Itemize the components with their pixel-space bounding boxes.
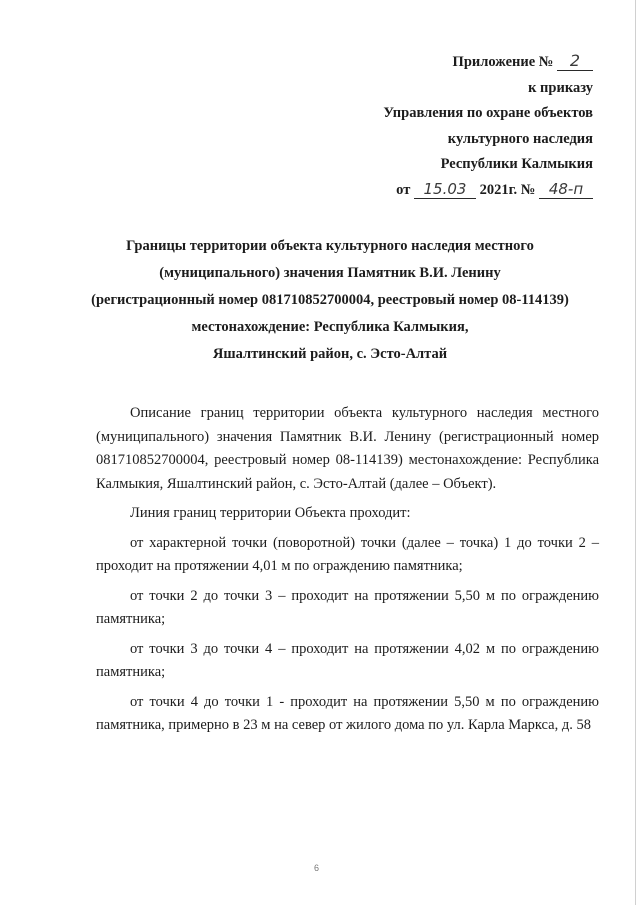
document-title [60,233,600,368]
date-handwritten: 15.03 [414,180,476,199]
header-date-line [293,178,593,204]
scan-edge-line [635,0,636,905]
title-line: (муниципального) значения Памятник В.И. Ленину [159,265,501,281]
header-department: Управления по охране объектов [383,105,593,121]
page-number: 6 [314,863,320,873]
body-paragraph: от характерной точки (поворотной) точки (далее – точка) 1 до точки 2 – проходит на протяжении 4,01 м по ограждению памятника; [96,534,599,574]
body-paragraph: от точки 4 до точки 1 - проходит на протяжении 5,50 м по ограждению памятника, примерно в 23 м на север от жилого дома по ул. Карла Маркса, д. 58 [96,693,599,733]
body-paragraph: Описание границ территории объекта культурного наследия местного (муниципального) значения Памятник В.И. Ленину (регистрационный номер 081710852700004, реестровый номер 08-114139) местонахождение: Республика Калмыкия, Яшалтинский район, с. Эсто-Алтай (далее – Объект). [96,405,599,492]
body-paragraph: Линия границ территории Объекта проходит: [130,505,411,521]
header-order-ref: к приказу [528,79,593,96]
header-republic: Республики Калмыкия [440,156,593,172]
order-number-handwritten: 48-п [539,180,593,199]
header-heritage: культурного наследия [447,130,593,147]
title-line: местонахождение: Республика Калмыкия, [191,319,469,335]
appendix-header [293,50,593,203]
document-body [96,402,599,738]
date-prefix: от [396,181,411,198]
appendix-number-handwritten: 2 [557,52,593,71]
appendix-prefix: Приложение № [452,54,554,70]
body-paragraph: от точки 2 до точки 3 – проходит на протяжении 5,50 м по ограждению памятника; [96,587,599,627]
title-line: Яшалтинский район, с. Эсто-Алтай [212,346,448,362]
appendix-line [293,50,593,76]
year-text: 2021г. № [479,181,536,198]
body-paragraph: от точки 3 до точки 4 – проходит на протяжении 4,02 м по ограждению памятника; [96,640,599,680]
title-line: (регистрационный номер 081710852700004, реестровый номер 08-114139) [91,292,569,308]
title-line: Границы территории объекта культурного наследия местного [126,238,534,254]
